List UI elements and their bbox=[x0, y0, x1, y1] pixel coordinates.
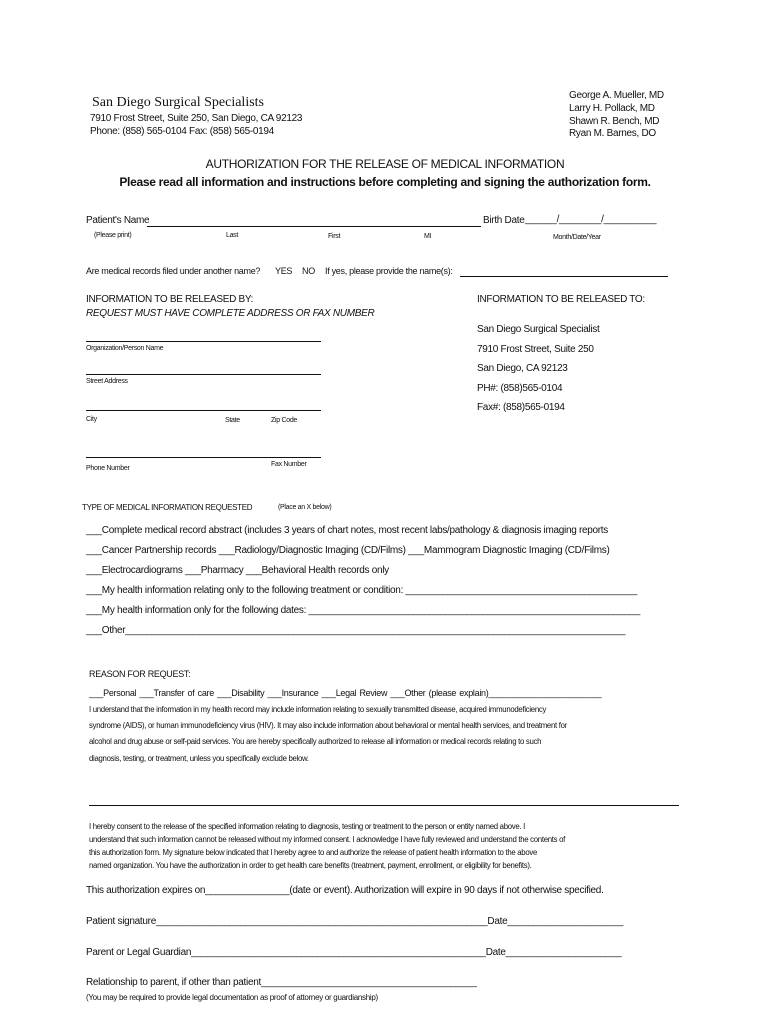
legal-documentation-note: (You may be required to provide legal documentation as proof of attorney or guardianship) bbox=[86, 993, 378, 1002]
record-type-option[interactable]: ___Cancer Partnership records ___Radiology/Diagnostic Imaging (CD/Films) ___Mammogram Diagnostic Imaging (CD/Films) bbox=[86, 545, 610, 556]
released-to-line: San Diego Surgical Specialist bbox=[477, 324, 600, 335]
doctor-name: Ryan M. Barnes, DO bbox=[569, 128, 656, 139]
practice-name: San Diego Surgical Specialists bbox=[92, 95, 264, 110]
consent-text: named organization. You have the authorization in order to get health care benefits (treatment, payment, enrollment, or eligibility for benefits). bbox=[89, 861, 532, 870]
consent-text: I hereby consent to the release of the specified information relating to diagnosis, testing or treatment to the person or entity named above. I bbox=[89, 822, 526, 831]
released-by-heading: INFORMATION TO BE RELEASED BY: bbox=[86, 294, 254, 305]
last-name-label: Last bbox=[226, 232, 239, 239]
exclusion-field[interactable] bbox=[89, 805, 679, 806]
other-name-question: Are medical records filed under another name? bbox=[86, 266, 261, 276]
patient-name-label: Patient's Name bbox=[86, 215, 150, 226]
organization-label: Organization/Person Name bbox=[86, 345, 164, 352]
yes-option[interactable]: YES bbox=[275, 266, 293, 276]
released-to-line: PH#: (858)565-0104 bbox=[477, 383, 563, 394]
disclosure-text: diagnosis, testing, or treatment, unless you specifically exclude below. bbox=[89, 754, 309, 763]
birth-date-field[interactable]: ______/________/__________ bbox=[525, 214, 657, 225]
fax-number-label: Fax Number bbox=[271, 461, 307, 468]
patient-name-field[interactable] bbox=[147, 226, 481, 227]
guardian-signature-line[interactable]: Parent or Legal Guardian________________________________________________________Date______________________ bbox=[86, 947, 622, 958]
please-print-label: (Please print) bbox=[94, 232, 132, 239]
reason-heading: REASON FOR REQUEST: bbox=[89, 669, 191, 679]
record-type-option[interactable]: ___My health information relating only to the following treatment or condition: ____________________________________________ bbox=[86, 585, 638, 596]
zip-label: Zip Code bbox=[271, 417, 298, 424]
phone-number-label: Phone Number bbox=[86, 465, 130, 472]
birth-date-label: Birth Date bbox=[483, 215, 525, 226]
other-name-field[interactable] bbox=[460, 276, 668, 277]
released-to-line: Fax#: (858)565-0194 bbox=[477, 402, 565, 413]
released-by-note: REQUEST MUST HAVE COMPLETE ADDRESS OR FAX NUMBER bbox=[86, 308, 375, 319]
street-field[interactable] bbox=[86, 374, 321, 375]
type-requested-note: (Place an X below) bbox=[278, 504, 332, 511]
city-label: City bbox=[86, 416, 97, 423]
form-subtitle: Please read all information and instructions before completing and signing the authorization form. bbox=[119, 175, 651, 189]
record-type-option[interactable]: ___Complete medical record abstract (includes 3 years of chart notes, most recent labs/pathology & diagnosis imaging reports bbox=[86, 525, 608, 536]
consent-text: this authorization form. My signature below indicated that I hereby agree to and authorize the release of patient health information to the above bbox=[89, 848, 538, 857]
phone-fax-field[interactable] bbox=[86, 457, 321, 458]
first-name-label: First bbox=[328, 233, 341, 240]
disclosure-text: I understand that the information in my health record may include information relating to sexually transmitted disease, acquired immunodeficiency bbox=[89, 705, 547, 714]
reason-options[interactable]: ___Personal ___Transfer of care ___Disability ___Insurance ___Legal Review ___Other (please explain)________________________ bbox=[89, 688, 602, 698]
practice-address: 7910 Frost Street, Suite 250, San Diego, CA 92123 bbox=[90, 113, 303, 124]
no-option[interactable]: NO bbox=[302, 266, 315, 276]
date-format-label: Month/Date/Year bbox=[553, 234, 601, 241]
city-state-zip-field[interactable] bbox=[86, 410, 321, 411]
record-type-option[interactable]: ___My health information only for the following dates: _______________________________________________________________ bbox=[86, 605, 641, 616]
released-to-heading: INFORMATION TO BE RELEASED TO: bbox=[477, 294, 645, 305]
type-requested-heading: TYPE OF MEDICAL INFORMATION REQUESTED bbox=[82, 503, 253, 512]
disclosure-text: alcohol and drug abuse or self-paid services. You are hereby specifically authorized to release all information or medical records relating to such bbox=[89, 737, 542, 746]
doctor-name: Larry H. Pollack, MD bbox=[569, 103, 655, 114]
street-label: Street Address bbox=[86, 378, 128, 385]
other-name-prompt: If yes, please provide the name(s): bbox=[325, 266, 453, 276]
released-to-line: San Diego, CA 92123 bbox=[477, 363, 568, 374]
doctor-name: Shawn R. Bench, MD bbox=[569, 116, 660, 127]
mi-label: MI bbox=[424, 233, 432, 240]
expiration-line[interactable]: This authorization expires on________________(date or event). Authorization will expire in 90 days if not otherwise specified. bbox=[86, 885, 604, 896]
patient-signature-line[interactable]: Patient signature_______________________________________________________________Date______________________ bbox=[86, 916, 624, 927]
consent-text: understand that such information cannot be released without my informed consent. I acknowledge I have fully reviewed and understand the contents of bbox=[89, 835, 566, 844]
form-title: AUTHORIZATION FOR THE RELEASE OF MEDICAL INFORMATION bbox=[205, 157, 565, 171]
disclosure-text: syndrome (AIDS), or human immunodeficiency virus (HIV). It may also include information about behavioral or mental health services, and treatment for bbox=[89, 721, 567, 730]
organization-field[interactable] bbox=[86, 341, 321, 342]
state-label: State bbox=[225, 417, 240, 424]
doctor-name: George A. Mueller, MD bbox=[569, 90, 664, 101]
record-type-option[interactable]: ___Electrocardiograms ___Pharmacy ___Behavioral Health records only bbox=[86, 565, 389, 576]
record-type-option[interactable]: ___Other_______________________________________________________________________________________________ bbox=[86, 625, 626, 636]
practice-phone-fax: Phone: (858) 565-0104 Fax: (858) 565-0194 bbox=[90, 126, 274, 137]
released-to-line: 7910 Frost Street, Suite 250 bbox=[477, 344, 594, 355]
relationship-line[interactable]: Relationship to parent, if other than patient_________________________________________ bbox=[86, 977, 477, 988]
